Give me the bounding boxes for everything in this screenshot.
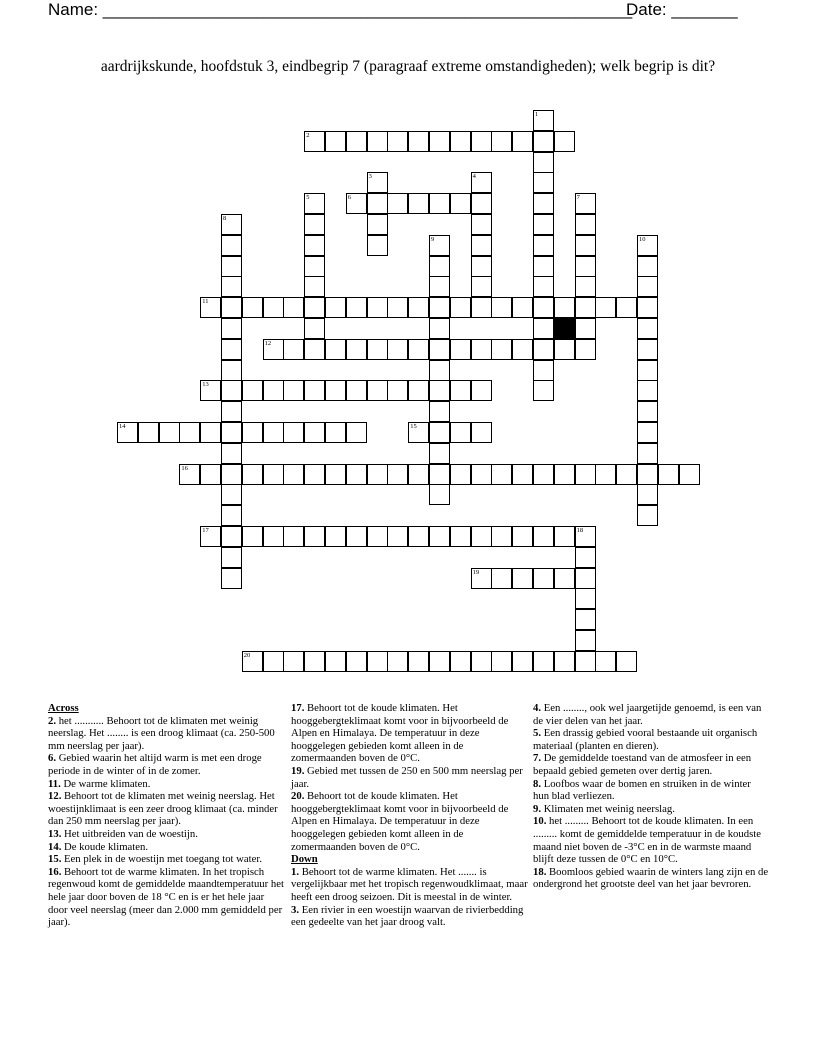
cell-number: 4 [472,173,476,181]
clue-down-1: 1. Behoort tot de warme klimaten. Het ....... is vergelijkbaar met het tropisch regenwoudklimaat, maar heeft een droog seizoen. Dit is meestal in de winter. [291,865,528,903]
crossword-cell[interactable] [429,256,450,277]
crossword-cell[interactable] [575,651,596,672]
crossword-cell[interactable] [491,297,512,318]
crossword-cell[interactable] [221,339,242,360]
crossword-cell[interactable] [200,464,221,485]
crossword-cell[interactable] [533,193,554,214]
crossword-cell[interactable] [283,651,304,672]
crossword-cell[interactable] [429,131,450,152]
crossword-cell[interactable] [575,464,596,485]
crossword-cell[interactable] [346,422,367,443]
clue-down-4: 4. Een ........, ook wel jaargetijde genoemd, is een van de vier delen van het jaar. [533,702,762,727]
clue-down-7: 7. De gemiddelde toestand van de atmosfeer in een bepaald gebied gemeten over dertig jaren. [533,752,752,777]
crossword-cell[interactable] [325,380,346,401]
crossword-cell[interactable] [575,318,596,339]
crossword-cell[interactable] [263,422,284,443]
crossword-cell[interactable] [595,297,616,318]
crossword-cell[interactable] [471,339,492,360]
crossword-cell[interactable] [554,339,575,360]
crossword-cell[interactable] [491,464,512,485]
crossword-cell[interactable] [200,297,221,318]
crossword-cell[interactable] [304,339,325,360]
crossword-cell[interactable] [554,568,575,589]
crossword-cell[interactable] [533,235,554,256]
crossword-cell[interactable] [450,651,471,672]
crossword-cell[interactable] [408,380,429,401]
crossword-cell[interactable] [471,256,492,277]
crossword-cell[interactable] [533,131,554,152]
crossword-cell[interactable] [512,568,533,589]
crossword-cell[interactable] [367,214,388,235]
crossword-cell[interactable] [533,651,554,672]
crossword-cell[interactable] [346,193,367,214]
crossword-cell[interactable] [159,422,180,443]
crossword-cell[interactable] [554,297,575,318]
crossword-cell[interactable] [304,235,325,256]
crossword-cell[interactable] [533,297,554,318]
crossword-cell[interactable] [637,484,658,505]
crossword-cell[interactable] [325,131,346,152]
crossword-block [554,318,575,339]
crossword-cell[interactable] [367,651,388,672]
crossword-cell[interactable] [575,588,596,609]
page-title: aardrijkskunde, hoofdstuk 3, eindbegrip 7 (paragraaf extreme omstandigheden); welk begrip is dit? [100,58,716,75]
clue-across-15: 15. Een plek in de woestijn met toegang tot water. [48,853,262,866]
crossword-cell[interactable] [575,568,596,589]
crossword-cell[interactable] [533,568,554,589]
crossword-cell[interactable] [429,422,450,443]
clue-across-16: 16. Behoort tot de warme klimaten. In het tropisch regenwoud komt de gemiddelde maandtemperatuur het hele jaar door boven de 18 °C en is er het hele jaar door veel neerslag (meer dan 2.000 mm gemiddeld per jaar). [48,865,284,929]
crossword-cell[interactable] [637,505,658,526]
crossword-cell[interactable] [637,235,658,256]
crossword-cell[interactable] [471,380,492,401]
crossword-cell[interactable] [221,505,242,526]
crossword-cell[interactable] [450,339,471,360]
crossword-cell[interactable] [575,276,596,297]
cell-number: 1 [535,111,539,118]
clue-across-19: 19. Gebied met tussen de 250 en 500 mm neerslag per jaar. [291,764,523,790]
crossword-cell[interactable] [575,297,596,318]
crossword-cell[interactable] [367,193,388,214]
crossword-cell[interactable] [471,526,492,547]
crossword-cell[interactable] [637,360,658,381]
crossword-cell[interactable] [637,443,658,464]
crossword-cell[interactable] [512,651,533,672]
clues-column-3 [533,702,769,891]
crossword-cell[interactable] [450,526,471,547]
crossword-cell[interactable] [471,297,492,318]
crossword-cell[interactable] [263,526,284,547]
crossword-cell[interactable] [387,339,408,360]
crossword-cell[interactable] [637,256,658,277]
clue-down-9: 9. Klimaten met weinig neerslag. [533,802,675,815]
crossword-cell[interactable] [533,276,554,297]
cell-number: 15 [410,423,417,430]
crossword-cell[interactable] [575,193,596,214]
clue-down-10: 10. het ......... Behoort tot de koude klimaten. In een ......... komt de gemiddelde temperatuur in de koudste maand niet boven de -3°C en in de warmste maand blijft deze tussen de 0°C en 10°C. [533,815,761,866]
crossword-cell[interactable] [471,214,492,235]
crossword-cell[interactable] [387,131,408,152]
crossword-cell[interactable] [471,276,492,297]
crossword-cell[interactable] [595,464,616,485]
crossword-cell[interactable] [304,651,325,672]
crossword-cell[interactable] [471,422,492,443]
clues-column-2 [291,702,529,929]
crossword-cell[interactable] [242,297,263,318]
crossword-cell[interactable] [637,318,658,339]
crossword-cell[interactable] [429,526,450,547]
crossword-cell[interactable] [575,630,596,651]
crossword-cell[interactable] [283,380,304,401]
crossword-cell[interactable] [512,464,533,485]
crossword-cell[interactable] [429,651,450,672]
crossword-cell[interactable] [304,131,325,152]
crossword-cell[interactable] [533,464,554,485]
crossword-cell[interactable] [471,464,492,485]
cell-number: 14 [119,423,126,430]
crossword-cell[interactable] [304,422,325,443]
crossword-cell[interactable] [471,172,492,193]
clue-across-14: 14. De koude klimaten. [48,840,149,853]
cell-number: 5 [306,194,310,202]
crossword-cell[interactable] [533,152,554,173]
cell-number: 20 [243,651,251,659]
crossword-cell[interactable] [533,110,554,131]
crossword-cell[interactable] [325,422,346,443]
crossword-cell[interactable] [408,193,429,214]
crossword-cell[interactable] [346,526,367,547]
crossword-cell[interactable] [283,297,304,318]
crossword-cell[interactable] [387,651,408,672]
crossword-cell[interactable] [367,526,388,547]
crossword-cell[interactable] [491,651,512,672]
crossword-cell[interactable] [637,464,658,485]
crossword-cell[interactable] [221,401,242,422]
cell-number: 18 [576,527,584,534]
crossword-cell[interactable] [304,297,325,318]
crossword-cell[interactable] [408,339,429,360]
name-field[interactable]: Name: ________________________________________________________ [48,0,633,19]
cell-number: 11 [202,298,209,306]
crossword-cell[interactable] [367,339,388,360]
crossword-cell[interactable] [679,464,700,485]
cell-number: 12 [264,339,272,347]
crossword-cell[interactable] [325,651,346,672]
clue-across-6: 6. Gebied waarin het altijd warm is met een droge periode in de winter of in de zomer. [48,752,262,777]
crossword-cell[interactable] [387,464,408,485]
crossword-cell[interactable] [533,380,554,401]
crossword-cell[interactable] [408,651,429,672]
cell-number: 6 [347,194,352,202]
crossword-cell[interactable] [304,464,325,485]
crossword-cell[interactable] [575,235,596,256]
clue-down-5: 5. Een drassig gebied vooral bestaande uit organisch materiaal (planten en dieren). [533,727,758,752]
crossword-cell[interactable] [471,568,492,589]
crossword-cell[interactable] [637,276,658,297]
crossword-cell[interactable] [512,526,533,547]
crossword-cell[interactable] [429,401,450,422]
crossword-cell[interactable] [387,297,408,318]
crossword-cell[interactable] [491,526,512,547]
crossword-cell[interactable] [575,609,596,630]
crossword-cell[interactable] [179,422,200,443]
crossword-cell[interactable] [658,464,679,485]
crossword-cell[interactable] [346,339,367,360]
crossword-cell[interactable] [367,297,388,318]
clue-down-3: 3. Een rivier in een woestijn waarvan de rivierbedding een gedeelte van het jaar droog valt. [291,903,524,929]
cell-number: 3 [368,173,372,181]
crossword-cell[interactable] [304,276,325,297]
crossword-cell[interactable] [616,297,637,318]
crossword-cell[interactable] [575,256,596,277]
crossword-cell[interactable] [429,380,450,401]
crossword-cell[interactable] [221,484,242,505]
cell-number: 19 [472,568,480,576]
crossword-cell[interactable] [533,526,554,547]
crossword-cell[interactable] [283,464,304,485]
crossword-cell[interactable] [221,256,242,277]
crossword-cell[interactable] [575,339,596,360]
crossword-cell[interactable] [221,214,242,235]
crossword-cell[interactable] [450,422,471,443]
crossword-cell[interactable] [304,526,325,547]
crossword-cell[interactable] [367,235,388,256]
clue-across-20: 20. Behoort tot de koude klimaten. Het hooggebergteklimaat komt voor in bijvoorbeeld de Alpen en Himalaya. De temperatuur in deze hooggelegen gebieden komt alleen in de zomermaanden boven de 0°C. [291,790,509,853]
crossword-cell[interactable] [408,297,429,318]
crossword-cell[interactable] [471,131,492,152]
crossword-cell[interactable] [263,297,284,318]
crossword-cell[interactable] [554,464,575,485]
crossword-cell[interactable] [429,276,450,297]
crossword-cell[interactable] [450,297,471,318]
crossword-cell[interactable] [325,464,346,485]
crossword-cell[interactable] [387,193,408,214]
crossword-cell[interactable] [429,484,450,505]
crossword-cell[interactable] [429,318,450,339]
cell-number: 7 [576,194,580,202]
crossword-cell[interactable] [200,526,221,547]
crossword-cell[interactable] [387,526,408,547]
crossword-cell[interactable] [221,547,242,568]
crossword-cell[interactable] [283,422,304,443]
crossword-cell[interactable] [221,568,242,589]
crossword-cell[interactable] [554,131,575,152]
crossword-cell[interactable] [533,214,554,235]
crossword-cell[interactable] [367,172,388,193]
crossword-cell[interactable] [429,235,450,256]
crossword-cell[interactable] [533,360,554,381]
crossword-cell[interactable] [221,235,242,256]
clue-across-17: 17. Behoort tot de koude klimaten. Het hooggebergteklimaat komt voor in bijvoorbeeld de Alpen en Himalaya. De temperatuur in deze hooggelegen gebieden komt alleen in de zomermaanden boven de 0°C. [291,702,509,765]
crossword-cell[interactable] [491,131,512,152]
crossword-cell[interactable] [512,339,533,360]
crossword-cell[interactable] [283,526,304,547]
crossword-cell[interactable] [221,276,242,297]
crossword-cell[interactable] [637,401,658,422]
crossword-cell[interactable] [346,464,367,485]
crossword-cell[interactable] [616,651,637,672]
crossword-cell[interactable] [387,380,408,401]
clues-column-1 [48,702,286,929]
crossword-cell[interactable] [450,193,471,214]
crossword-cell[interactable] [575,214,596,235]
crossword-cell[interactable] [429,464,450,485]
crossword-cell[interactable] [221,297,242,318]
crossword-cell[interactable] [325,526,346,547]
clue-down-8: 8. Loofbos waar de bomen en struiken in de winter hun blad verliezen. [533,777,751,803]
crossword-cell[interactable] [554,651,575,672]
crossword-cell[interactable] [512,297,533,318]
crossword-cell[interactable] [117,422,138,443]
crossword-cell[interactable] [346,380,367,401]
crossword-cell[interactable] [408,526,429,547]
across-heading: Across [48,702,79,714]
clue-across-12: 12. Behoort tot de klimaten met weinig neerslag. Het woestijnklimaat is een zeer droog klimaat (ca. minder dan 250 mm neerslag per jaar). [48,790,278,828]
crossword-cell[interactable] [512,131,533,152]
crossword-cell[interactable] [221,464,242,485]
crossword-cell[interactable] [242,380,263,401]
crossword-cell[interactable] [242,464,263,485]
crossword-cell[interactable] [491,339,512,360]
crossword-cell[interactable] [471,235,492,256]
down-heading: Down [291,853,318,866]
crossword-cell[interactable] [263,380,284,401]
crossword-cell[interactable] [304,193,325,214]
cell-number: 13 [202,381,209,389]
crossword-cell[interactable] [450,380,471,401]
date-field[interactable]: Date: _______ [626,0,738,19]
clue-across-13: 13. Het uitbreiden van de woestijn. [48,827,198,840]
crossword-cell[interactable] [367,380,388,401]
crossword-cell[interactable] [346,131,367,152]
crossword-cell[interactable] [242,651,263,672]
crossword-cell[interactable] [491,568,512,589]
crossword-cell[interactable] [242,526,263,547]
crossword-cell[interactable] [408,131,429,152]
crossword-cell[interactable] [575,547,596,568]
crossword-cell[interactable] [450,131,471,152]
crossword-cell[interactable] [138,422,159,443]
crossword-cell[interactable] [408,464,429,485]
crossword-cell[interactable] [367,131,388,152]
crossword-cell[interactable] [575,526,596,547]
cell-number: 2 [306,131,310,139]
crossword-cell[interactable] [554,526,575,547]
crossword-cell[interactable] [637,380,658,401]
crossword-cell[interactable] [346,297,367,318]
crossword-cell[interactable] [367,464,388,485]
crossword-cell[interactable] [221,422,242,443]
crossword-cell[interactable] [637,422,658,443]
crossword-cell[interactable] [533,318,554,339]
crossword-cell[interactable] [595,651,616,672]
crossword-cell[interactable] [429,360,450,381]
crossword-cell[interactable] [304,318,325,339]
crossword-cell[interactable] [533,339,554,360]
clue-across-11: 11. De warme klimaten. [48,777,151,790]
crossword-cell[interactable] [616,464,637,485]
cell-number: 9 [431,235,435,243]
crossword-cell[interactable] [429,339,450,360]
crossword-cell[interactable] [304,380,325,401]
cell-number: 8 [223,215,227,222]
crossword-cell[interactable] [471,193,492,214]
crossword-cell[interactable] [221,526,242,547]
crossword-cell[interactable] [637,297,658,318]
crossword-cell[interactable] [429,193,450,214]
crossword-cell[interactable] [263,464,284,485]
crossword-cell[interactable] [346,651,367,672]
cell-number: 16 [181,464,188,472]
crossword-cell[interactable] [471,651,492,672]
crossword-cell[interactable] [408,422,429,443]
crossword-cell[interactable] [221,443,242,464]
crossword-cell[interactable] [450,464,471,485]
crossword-cell[interactable] [263,339,284,360]
crossword-cell[interactable] [221,360,242,381]
cell-number: 10 [639,235,646,243]
crossword-cell[interactable] [263,651,284,672]
clue-down-18: 18. Boomloos gebied waarin de winters lang zijn en de ondergrond het grootste deel van het jaar bevroren. [533,865,769,891]
crossword-cell[interactable] [221,380,242,401]
crossword-cell[interactable] [533,172,554,193]
crossword-cell[interactable] [200,380,221,401]
crossword-cell[interactable] [283,339,304,360]
crossword-cell[interactable] [221,318,242,339]
crossword-cell[interactable] [325,339,346,360]
crossword-cell[interactable] [304,214,325,235]
crossword-cell[interactable] [325,297,346,318]
crossword-cell[interactable] [429,443,450,464]
crossword-cell[interactable] [242,422,263,443]
crossword-cell[interactable] [304,256,325,277]
crossword-cell[interactable] [179,464,200,485]
clue-across-2: 2. het ........... Behoort tot de klimaten met weinig neerslag. Het ........ is een droog klimaat (ca. 250-500 mm neerslag per jaar). [48,714,275,752]
crossword-cell[interactable] [533,256,554,277]
crossword-cell[interactable] [200,422,221,443]
crossword-cell[interactable] [637,339,658,360]
cell-number: 17 [202,527,209,534]
crossword-cell[interactable] [429,297,450,318]
